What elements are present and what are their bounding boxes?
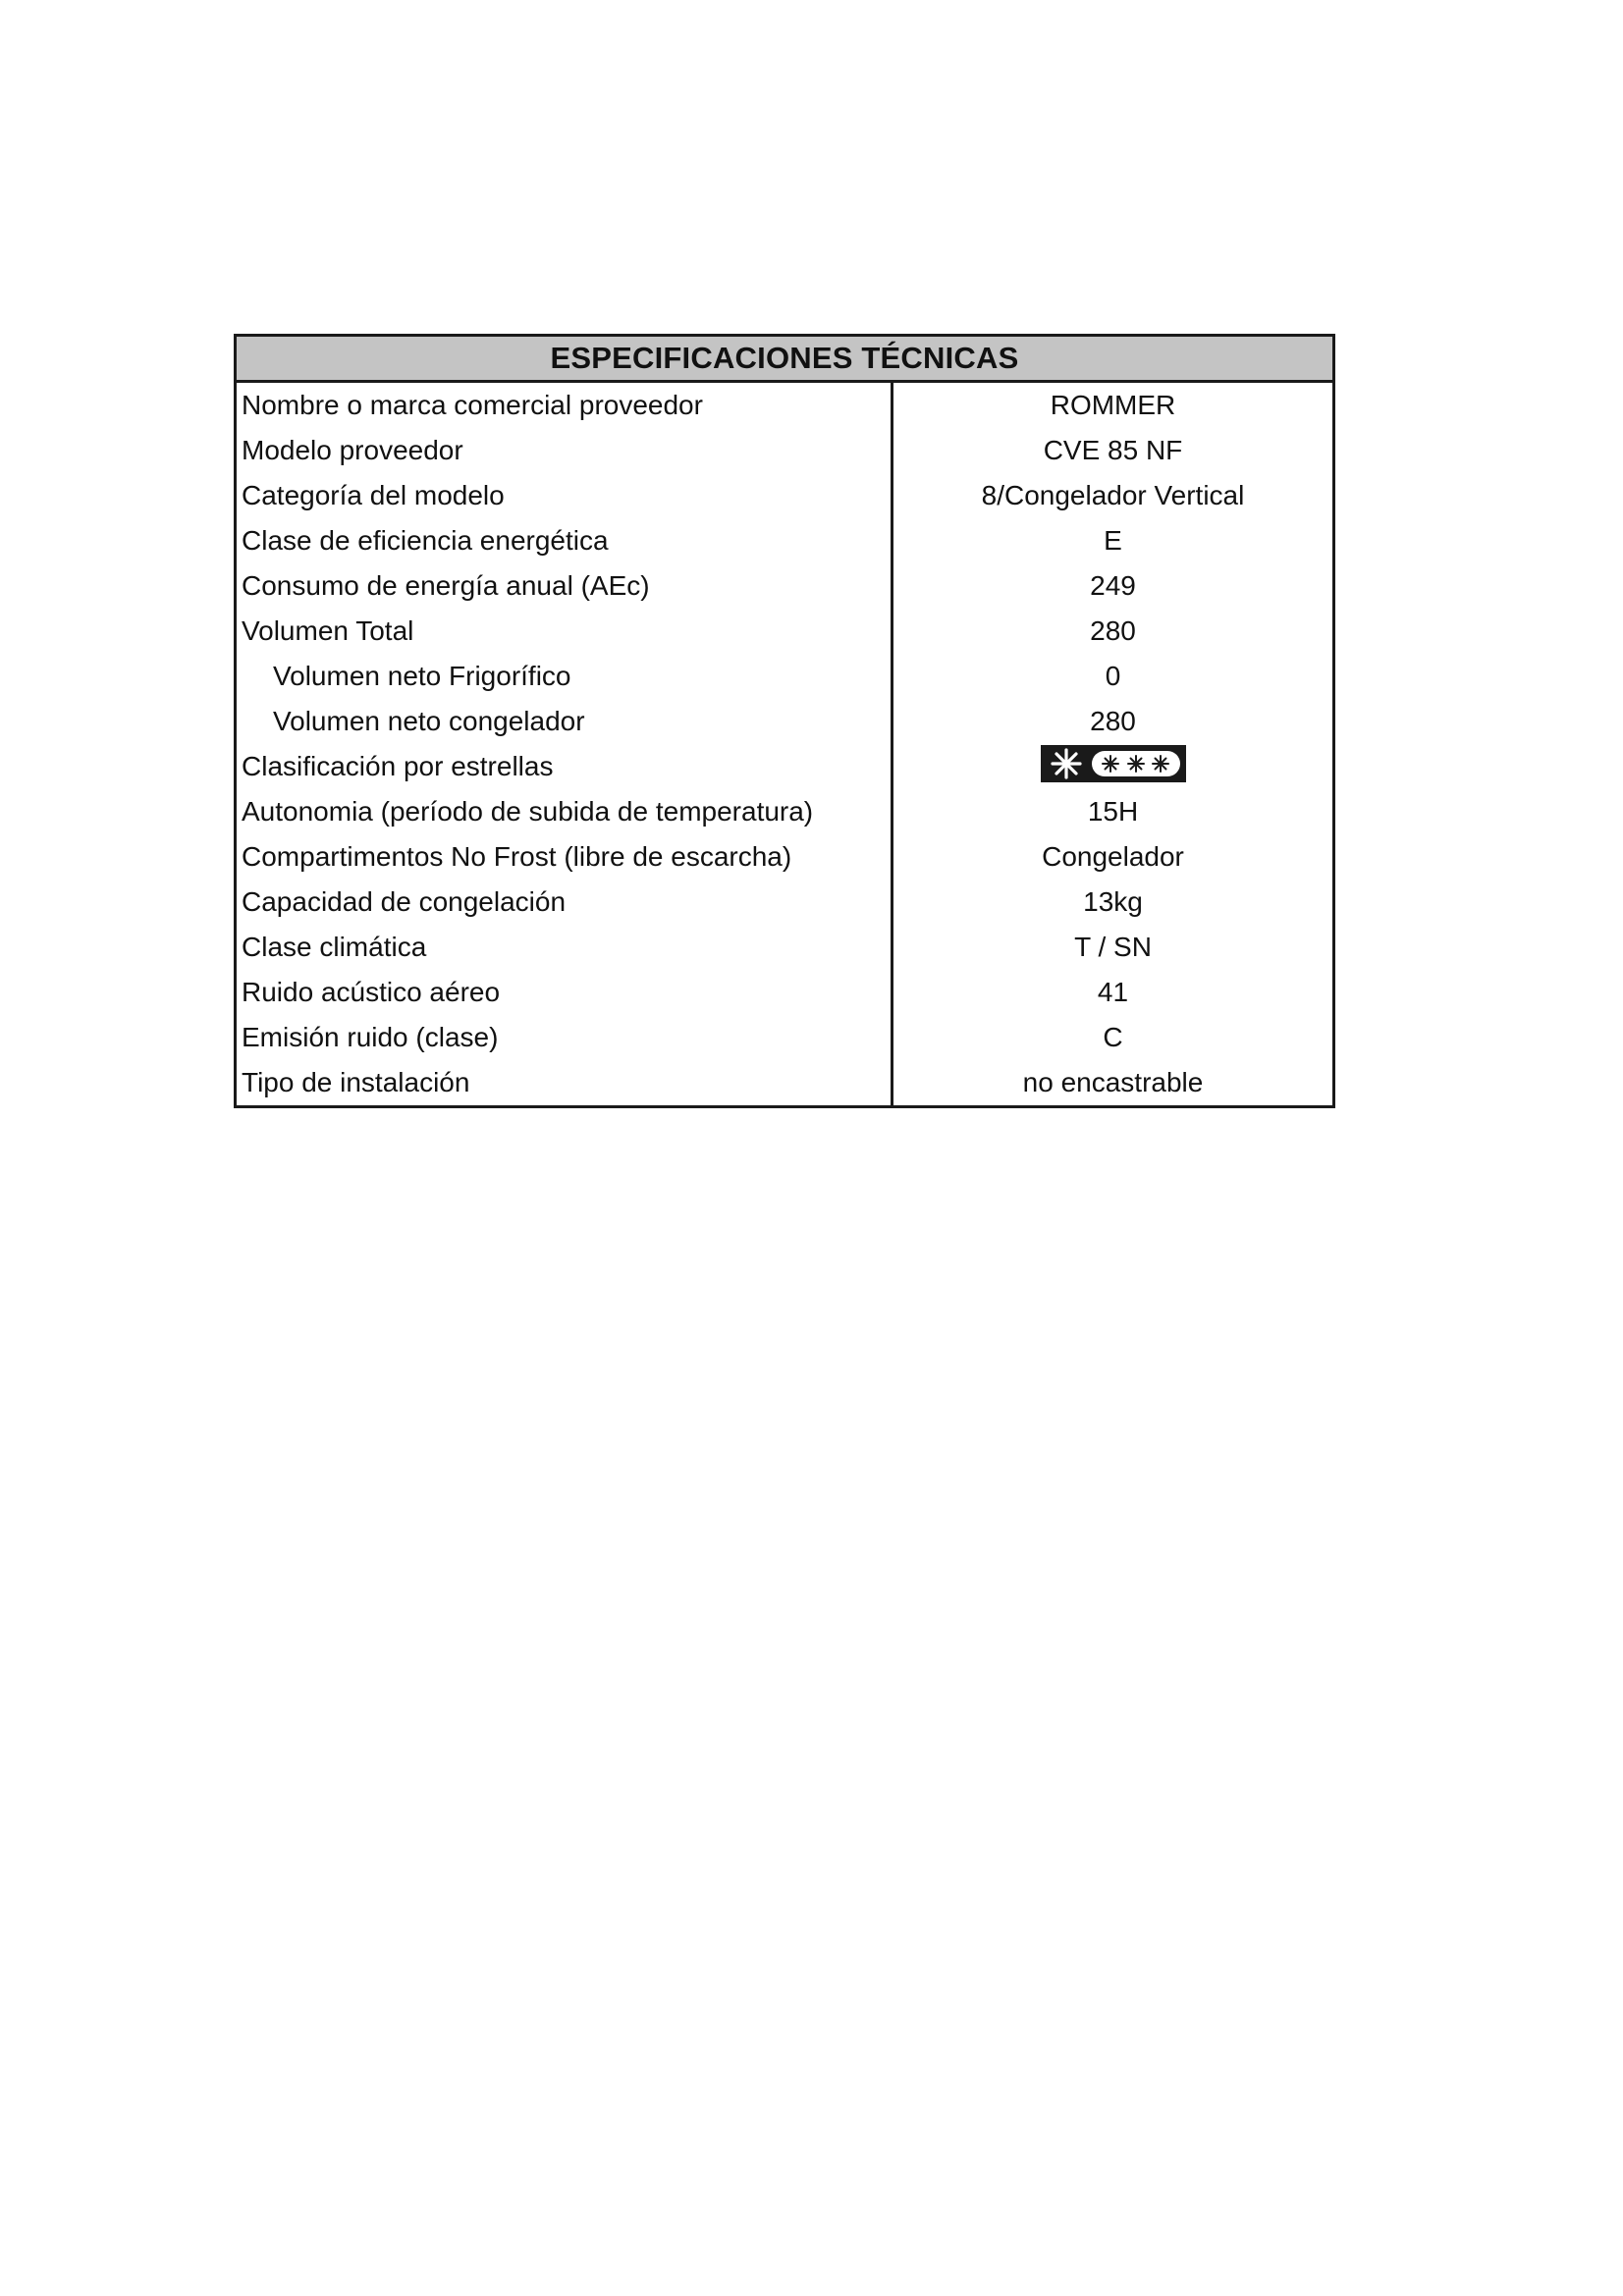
row-value-model: CVE 85 NF <box>1043 435 1183 465</box>
row-value-autonomy: 15H <box>1087 796 1139 827</box>
row-value-annual-consumption: 249 <box>1090 570 1136 601</box>
row-label-autonomy: Autonomia (período de subida de temperatura) <box>242 796 814 827</box>
row-value-total-volume: 280 <box>1090 615 1136 646</box>
row-label-energy-class: Clase de eficiencia energética <box>242 525 609 556</box>
row-value-noise-class: C <box>1103 1022 1123 1052</box>
small-star-icon <box>1126 754 1146 774</box>
three-star-pill <box>1092 751 1180 776</box>
row-label-freezing-capacity: Capacidad de congelación <box>242 886 567 917</box>
row-label-fridge-volume: Volumen neto Frigorífico <box>273 661 571 691</box>
row-label-brand: Nombre o marca comercial proveedor <box>242 390 703 420</box>
row-label-annual-consumption: Consumo de energía anual (AEc) <box>242 570 650 601</box>
table-title: ESPECIFICACIONES TÉCNICAS <box>237 337 1332 383</box>
specifications-table <box>234 334 1335 1108</box>
row-value-climate-class: T / SN <box>1074 932 1152 962</box>
row-value-energy-class: E <box>1104 525 1122 556</box>
row-label-category: Categoría del modelo <box>242 480 505 510</box>
row-label-climate-class: Clase climática <box>242 932 427 962</box>
row-label-star-rating: Clasificación por estrellas <box>242 751 554 781</box>
row-label-installation: Tipo de instalación <box>242 1067 470 1097</box>
label-column <box>237 383 893 1105</box>
small-star-icon <box>1101 754 1120 774</box>
four-star-freezer-rating-icon <box>1041 745 1186 782</box>
row-value-brand: ROMMER <box>1050 390 1176 420</box>
large-snowflake-star-icon <box>1049 746 1084 781</box>
value-column <box>893 383 1332 1105</box>
row-label-noise: Ruido acústico aéreo <box>242 977 501 1007</box>
row-value-noise: 41 <box>1097 977 1129 1007</box>
row-value-star-rating <box>893 744 1332 789</box>
row-label-freezer-volume: Volumen neto congelador <box>273 706 585 736</box>
row-value-freezer-volume: 280 <box>1090 706 1136 736</box>
small-star-icon <box>1151 754 1170 774</box>
row-label-no-frost: Compartimentos No Frost (libre de escarcha) <box>242 841 792 872</box>
row-label-model: Modelo proveedor <box>242 435 463 465</box>
row-value-freezing-capacity: 13kg <box>1083 886 1143 917</box>
table-body <box>237 383 1332 1105</box>
row-value-category: 8/Congelador Vertical <box>981 480 1245 510</box>
row-label-noise-class: Emisión ruido (clase) <box>242 1022 499 1052</box>
row-value-fridge-volume: 0 <box>1105 661 1121 691</box>
row-label-total-volume: Volumen Total <box>242 615 414 646</box>
row-value-no-frost: Congelador <box>1042 841 1184 872</box>
row-value-installation: no encastrable <box>1022 1067 1204 1097</box>
